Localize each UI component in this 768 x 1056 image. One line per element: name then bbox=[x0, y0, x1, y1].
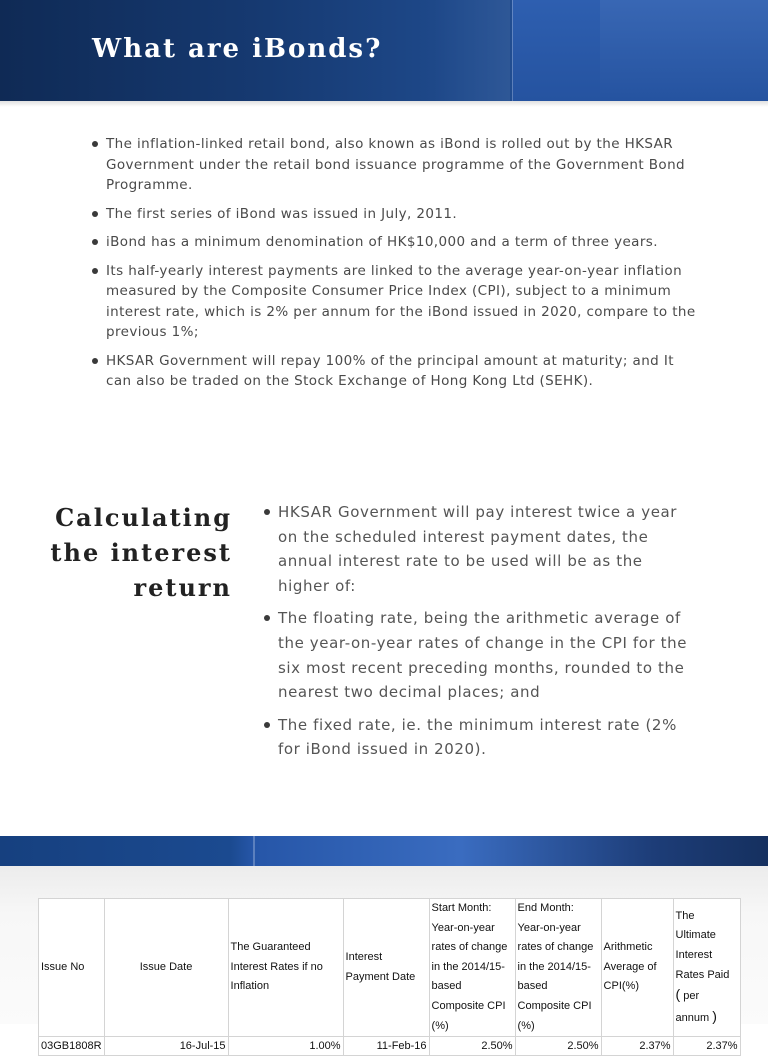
cell-end-month: 2.50% bbox=[515, 1037, 601, 1056]
table-row bbox=[39, 1037, 741, 1056]
column-header-start-month: Start Month: Year-on-year rates of change in the 2014/15-based Composite CPI (%) bbox=[429, 899, 515, 1037]
banner-decor-panel bbox=[430, 0, 510, 101]
column-header-ultimate-rate bbox=[673, 899, 740, 1037]
cell-start-month: 2.50% bbox=[429, 1037, 515, 1056]
list-item: HKSAR Government will pay interest twice a year on the scheduled interest payment dates, the annual interest rate to be used will be as the higher of: bbox=[262, 500, 692, 598]
list-item: The inflation-linked retail bond, also known as iBond is rolled out by the HKSAR Government under the retail bond issuance programme of the Government Bond Programme. bbox=[90, 134, 700, 196]
paren-close: ) bbox=[712, 1007, 717, 1024]
ibond-facts-list bbox=[90, 134, 700, 400]
cell-issue-no: 03GB1808R bbox=[39, 1037, 105, 1056]
list-item: Its half-yearly interest payments are linked to the average year-on-year inflation measured by the Composite Consumer Price Index (CPI), subject to a minimum interest rate, which is 2% per annum for the iBond issued in 2020, compare to the previous 1%; bbox=[90, 261, 700, 343]
column-header-guaranteed-rate: The Guaranteed Interest Rates if no Inflation bbox=[228, 899, 343, 1037]
cell-average-cpi: 2.37% bbox=[601, 1037, 673, 1056]
per-label: per bbox=[683, 990, 700, 1003]
table-banner bbox=[0, 836, 768, 866]
column-header-average-cpi: Arithmetic Average of CPI(%) bbox=[601, 899, 673, 1037]
list-item: iBond has a minimum denomination of HK$10,000 and a term of three years. bbox=[90, 232, 700, 253]
banner-shadow bbox=[0, 101, 768, 107]
list-item: The fixed rate, ie. the minimum interest rate (2% for iBond issued in 2020). bbox=[262, 713, 692, 762]
list-item: The first series of iBond was issued in July, 2011. bbox=[90, 204, 700, 225]
list-item: HKSAR Government will repay 100% of the principal amount at maturity; and It can also be traded on the Stock Exchange of Hong Kong Ltd (SEHK). bbox=[90, 351, 700, 392]
column-header-issue-date: Issue Date bbox=[104, 899, 228, 1037]
banner-decor-panel bbox=[600, 0, 768, 101]
column-header-end-month: End Month: Year-on-year rates of change in the 2014/15-based Composite CPI (%) bbox=[515, 899, 601, 1037]
column-header-payment-date: Interest Payment Date bbox=[343, 899, 429, 1037]
ultimate-rate-label: The Ultimate Interest Rates Paid bbox=[675, 909, 730, 981]
paren-open: ( bbox=[675, 986, 681, 1003]
cell-guaranteed-rate: 1.00% bbox=[228, 1037, 343, 1056]
cell-ultimate-rate: 2.37% bbox=[673, 1037, 740, 1056]
slide-title: What are iBonds? bbox=[92, 34, 383, 64]
table-header-row bbox=[39, 899, 741, 1037]
interest-calculation-list bbox=[262, 500, 692, 770]
ibond-rates-table bbox=[38, 898, 741, 1056]
section-title: Calculating the interest return bbox=[50, 503, 232, 602]
banner-divider bbox=[253, 836, 255, 866]
cell-payment-date: 11-Feb-16 bbox=[343, 1037, 429, 1056]
column-header-issue-no: Issue No bbox=[39, 899, 105, 1037]
annum-label: annum bbox=[675, 1011, 710, 1024]
cell-issue-date: 16-Jul-15 bbox=[104, 1037, 228, 1056]
list-item: The floating rate, being the arithmetic average of the year-on-year rates of change in the CPI for the six most recent preceding months, rounded to the nearest two decimal places; and bbox=[262, 606, 692, 704]
